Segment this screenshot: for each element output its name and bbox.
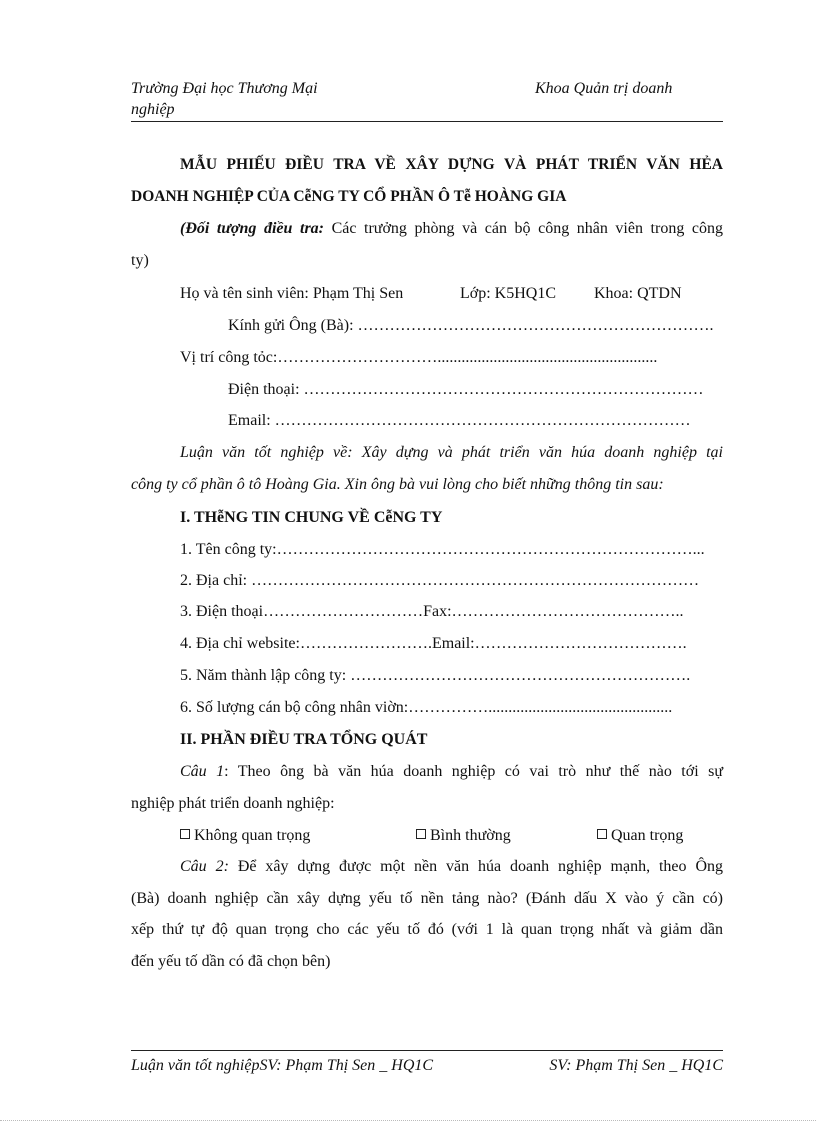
question-1 bbox=[180, 762, 723, 782]
survey-target bbox=[180, 219, 723, 239]
title-line-2: DOANH NGHIỆP CỦA CễNG TY CỔ PHẦN Ô Tễ HOÀNG GIA bbox=[131, 188, 567, 205]
question-2-text: Để xây dựng được một nền văn húa doanh nghiệp mạnh, theo Ông bbox=[237, 858, 724, 875]
survey-target-label: (Đối tượng điều tra: bbox=[180, 220, 324, 237]
survey-target-cont: ty) bbox=[131, 252, 149, 269]
page-footer bbox=[131, 1056, 723, 1076]
question-1-label: Câu 1 bbox=[180, 763, 225, 780]
option-important-label: Quan trọng bbox=[611, 827, 684, 844]
checkbox-icon[interactable] bbox=[180, 829, 190, 839]
respondent-greeting-field[interactable]: Kính gửi Ông (Bà): …………………………………………………………. bbox=[228, 317, 714, 334]
header-university-cont: nghiệp bbox=[131, 101, 175, 118]
section-1-heading: I. THễNG TIN CHUNG VỀ CễNG TY bbox=[180, 509, 443, 526]
footer-left: Luận văn tốt nghiệpSV: Phạm Thị Sen _ HQ1C bbox=[131, 1057, 434, 1074]
option-normal[interactable] bbox=[416, 826, 511, 846]
footer-rule bbox=[131, 1050, 723, 1051]
intro-line-2: công ty cổ phần ô tô Hoàng Gia. Xin ông bà vui lòng cho biết những thông tin sau: bbox=[131, 476, 664, 493]
page-header bbox=[131, 78, 723, 120]
intro-line-1: Luận văn tốt nghiệp về: Xây dựng và phát triển văn húa doanh nghiệp tại bbox=[180, 444, 723, 461]
header-university: Trường Đại học Thương Mại bbox=[131, 80, 318, 97]
header-rule bbox=[131, 121, 723, 122]
footer-right: SV: Phạm Thị Sen _ HQ1C bbox=[549, 1057, 723, 1074]
title-line-1: MẪU PHIẾU ĐIỀU TRA VỀ XÂY DỰNG VÀ PHÁT TRIỂN VĂN HẺA bbox=[180, 156, 723, 173]
company-founded-field[interactable]: 5. Năm thành lập công ty: ………………………………………………………. bbox=[180, 667, 691, 684]
company-address-field[interactable]: 2. Địa chỉ: ………………………………………………………………………… bbox=[180, 572, 700, 589]
option-normal-label: Bình thường bbox=[430, 827, 511, 844]
company-staff-count-field[interactable]: 6. Số lượng cán bộ công nhân viờn:…………….............................................. bbox=[180, 699, 673, 716]
checkbox-icon[interactable] bbox=[416, 829, 426, 839]
option-not-important[interactable] bbox=[180, 826, 310, 846]
company-name-field[interactable]: 1. Tên công ty:……………………………………………………………………... bbox=[180, 541, 705, 558]
page-bottom-divider bbox=[0, 1120, 816, 1121]
company-website-email-field[interactable]: 4. Địa chỉ website:…………………….Email:…………………………………. bbox=[180, 635, 687, 652]
section-2-heading: II. PHẦN ĐIỀU TRA TỔNG QUÁT bbox=[180, 731, 428, 748]
respondent-position-field[interactable]: Vị trí công tỏc:…………………………....................................................... bbox=[180, 349, 658, 366]
header-faculty: Khoa Quản trị doanh bbox=[535, 80, 673, 97]
question-2 bbox=[180, 857, 723, 877]
question-1-text: : Theo ông bà văn húa doanh nghiệp có vai trò như thế nào tới sự bbox=[224, 763, 724, 780]
survey-target-text: Các trưởng phòng và cán bộ công nhân viên trong công bbox=[331, 220, 723, 237]
question-1-cont: nghiệp phát triển doanh nghiệp: bbox=[131, 795, 335, 812]
respondent-phone-field[interactable]: Điện thoại: ………………………………………………………………… bbox=[228, 381, 704, 398]
question-2-line-4: đến yếu tố dần có đã chọn bên) bbox=[131, 953, 331, 970]
question-2-line-3: xếp thứ tự độ quan trọng cho các yếu tố đó (với 1 là quan trọng nhất và giảm dần bbox=[131, 921, 723, 938]
question-2-label: Câu 2: bbox=[180, 858, 229, 875]
option-not-important-label: Không quan trọng bbox=[194, 827, 311, 844]
student-name: Họ và tên sinh viên: Phạm Thị Sen bbox=[180, 285, 404, 302]
student-faculty: Khoa: QTDN bbox=[594, 285, 682, 302]
option-important[interactable] bbox=[597, 826, 683, 846]
question-2-line-2: (Bà) doanh nghiệp cần xây dựng yếu tố nền tảng nào? (Đánh dấu X vào ý cần có) bbox=[131, 890, 723, 907]
respondent-email-field[interactable]: Email: …………………………………………………………………… bbox=[228, 412, 691, 429]
checkbox-icon[interactable] bbox=[597, 829, 607, 839]
company-phone-fax-field[interactable]: 3. Điện thoại…………………………Fax:…………………………………….. bbox=[180, 603, 684, 620]
student-class: Lớp: K5HQ1C bbox=[460, 285, 557, 302]
